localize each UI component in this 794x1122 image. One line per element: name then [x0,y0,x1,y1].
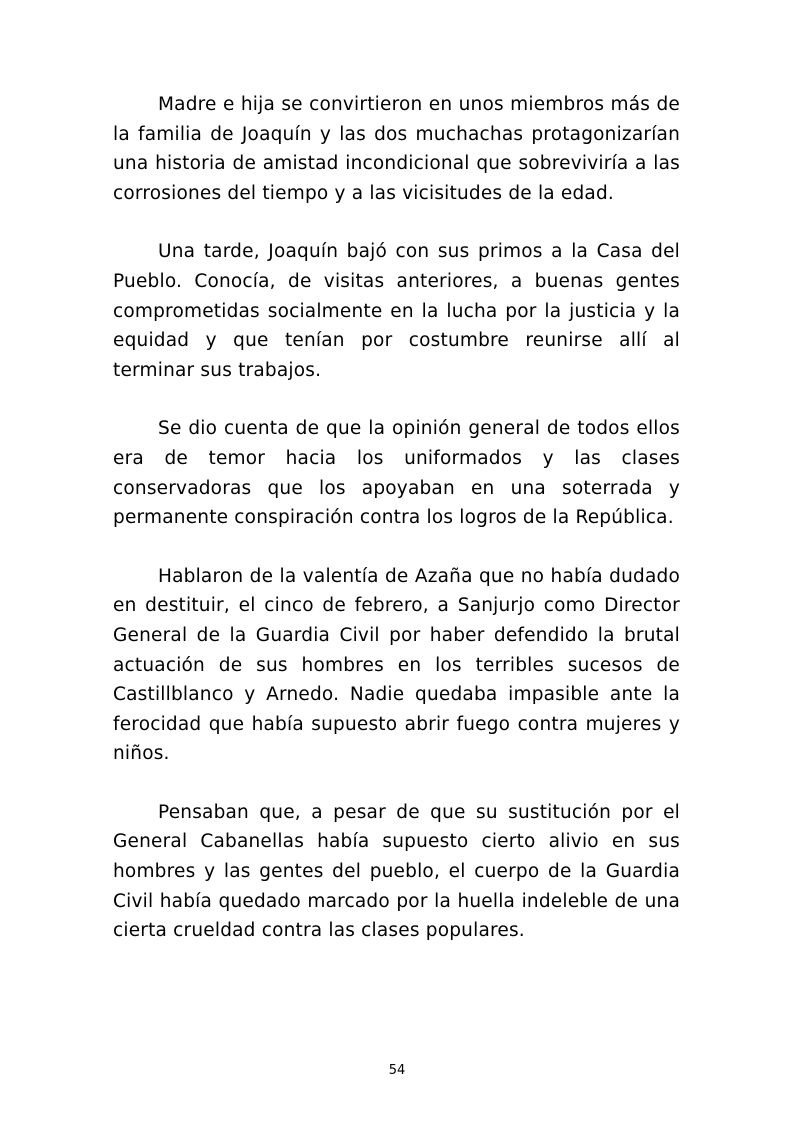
paragraph-hablaron: Hablaron de la valentía de Azaña que no había dudado en destituir, el cinco de febrero, a Sanjurjo como Director General de la Guardia Civil por haber defendido la brutal actuación de sus hombres en los terribles sucesos de Castillblanco y Arnedo. Nadie quedaba impasible ante la ferocidad que había supuesto abrir fuego contra mujeres y niños. [113,565,680,765]
paragraph-se-dio-cuenta: Se dio cuenta de que la opinión general de todos ellos era de temor hacia los uniformados y las clases conservadoras que los apoyaban en una soterrada y permanente conspiración contra los logros de la República. [113,418,680,529]
paragraph-pensaban: Pensaban que, a pesar de que su sustitución por el General Cabanellas había supuesto cierto alivio en sus hombres y las gentes del pueblo, el cuerpo de la Guardia Civil había quedado marcado por la huella indeleble de una cierta crueldad contra las clases populares. [113,801,680,942]
page-number: 54 [388,1063,406,1078]
paragraph-una-tarde: Una tarde, Joaquín bajó con sus primos a la Casa del Pueblo. Conocía, de visitas anteriores, a buenas gentes comprometidas socialmente en la lucha por la justicia y la equidad y que tenían por costumbre reunirse allí al terminar sus trabajos. [113,241,680,381]
paragraph-madre-e-hija: Madre e hija se convirtieron en unos miembros más de la familia de Joaquín y las dos muchachas protagonizarían una historia de amistad incondicional que sobreviviría a las corrosiones del tiempo y a las vicisitudes de la edad. [113,94,680,204]
text-content [113,90,680,975]
